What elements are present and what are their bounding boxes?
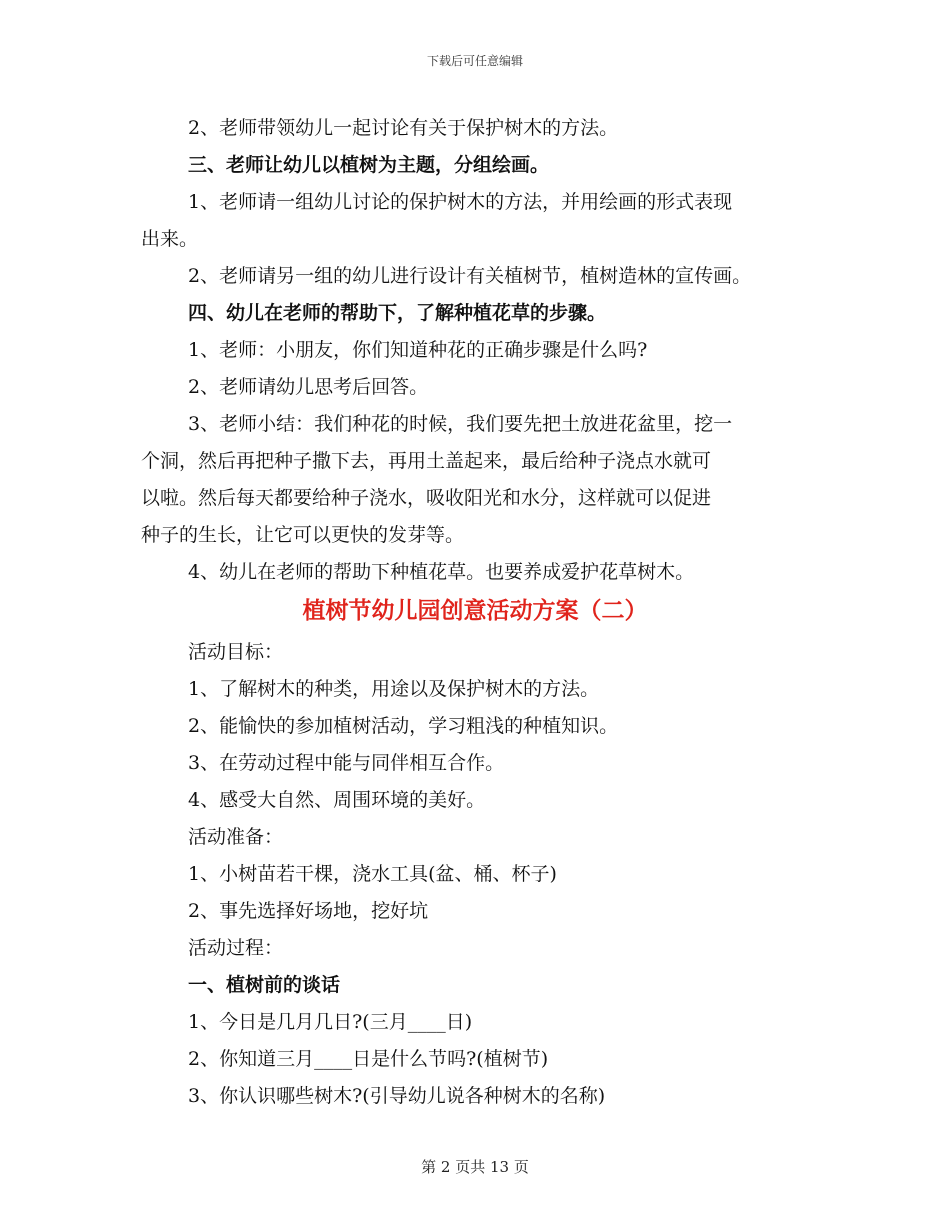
paragraph: 4、幼儿在老师的帮助下种植花草。也要养成爱护花草树木。 [188, 561, 695, 583]
list-item: 2、能愉快的参加植树活动，学习粗浅的种植知识。 [188, 715, 619, 737]
paragraph-continuation: 出来。 [141, 228, 199, 250]
paragraph-continuation: 个洞，然后再把种子撒下去，再用土盖起来，最后给种子浇点水就可 [141, 450, 712, 472]
paragraph: 2、老师请另一组的幼儿进行设计有关植树节，植树造林的宣传画。 [188, 265, 752, 287]
document-title: 植树节幼儿园创意活动方案（二） [302, 597, 648, 624]
label-goals: 活动目标： [188, 641, 284, 663]
paragraph: 2、老师带领幼儿一起讨论有关于保护树木的方法。 [188, 117, 619, 139]
list-item: 3、你认识哪些树木?(引导幼儿说各种树木的名称) [188, 1085, 606, 1107]
list-item: 1、了解树木的种类，用途以及保护树木的方法。 [188, 678, 600, 700]
paragraph: 2、老师请幼儿思考后回答。 [188, 376, 429, 398]
section-heading: 三、老师让幼儿以植树为主题，分组绘画。 [188, 154, 550, 176]
list-item: 2、你知道三月____日是什么节吗?(植树节) [188, 1048, 549, 1070]
page-footer: 第 2 页共 13 页 [421, 1158, 529, 1176]
paragraph: 1、老师请一组幼儿讨论的保护树木的方法，并用绘画的形式表现 [188, 191, 733, 213]
paragraph-continuation: 以啦。然后每天都要给种子浇水，吸收阳光和水分，这样就可以促进 [141, 487, 712, 509]
label-process: 活动过程： [188, 937, 284, 959]
paragraph: 3、老师小结：我们种花的时候，我们要先把土放进花盆里，挖一 [188, 413, 733, 435]
list-item: 1、今日是几月几日?(三月____日) [188, 1011, 473, 1033]
section-heading: 四、幼儿在老师的帮助下，了解种植花草的步骤。 [188, 302, 607, 324]
page-header: 下载后可任意编辑 [426, 54, 523, 68]
section-heading: 一、植树前的谈话 [188, 974, 341, 996]
list-item: 1、小树苗若干棵，浇水工具(盆、桶、杯子) [188, 863, 557, 885]
label-preparation: 活动准备： [188, 826, 284, 848]
list-item: 4、感受大自然、周围环境的美好。 [188, 789, 486, 811]
paragraph-continuation: 种子的生长，让它可以更快的发芽等。 [141, 524, 465, 546]
list-item: 2、事先选择好场地，挖好坑 [188, 900, 429, 922]
list-item: 3、在劳动过程中能与同伴相互合作。 [188, 752, 505, 774]
paragraph: 1、老师：小朋友，你们知道种花的正确步骤是什么吗? [188, 339, 648, 361]
